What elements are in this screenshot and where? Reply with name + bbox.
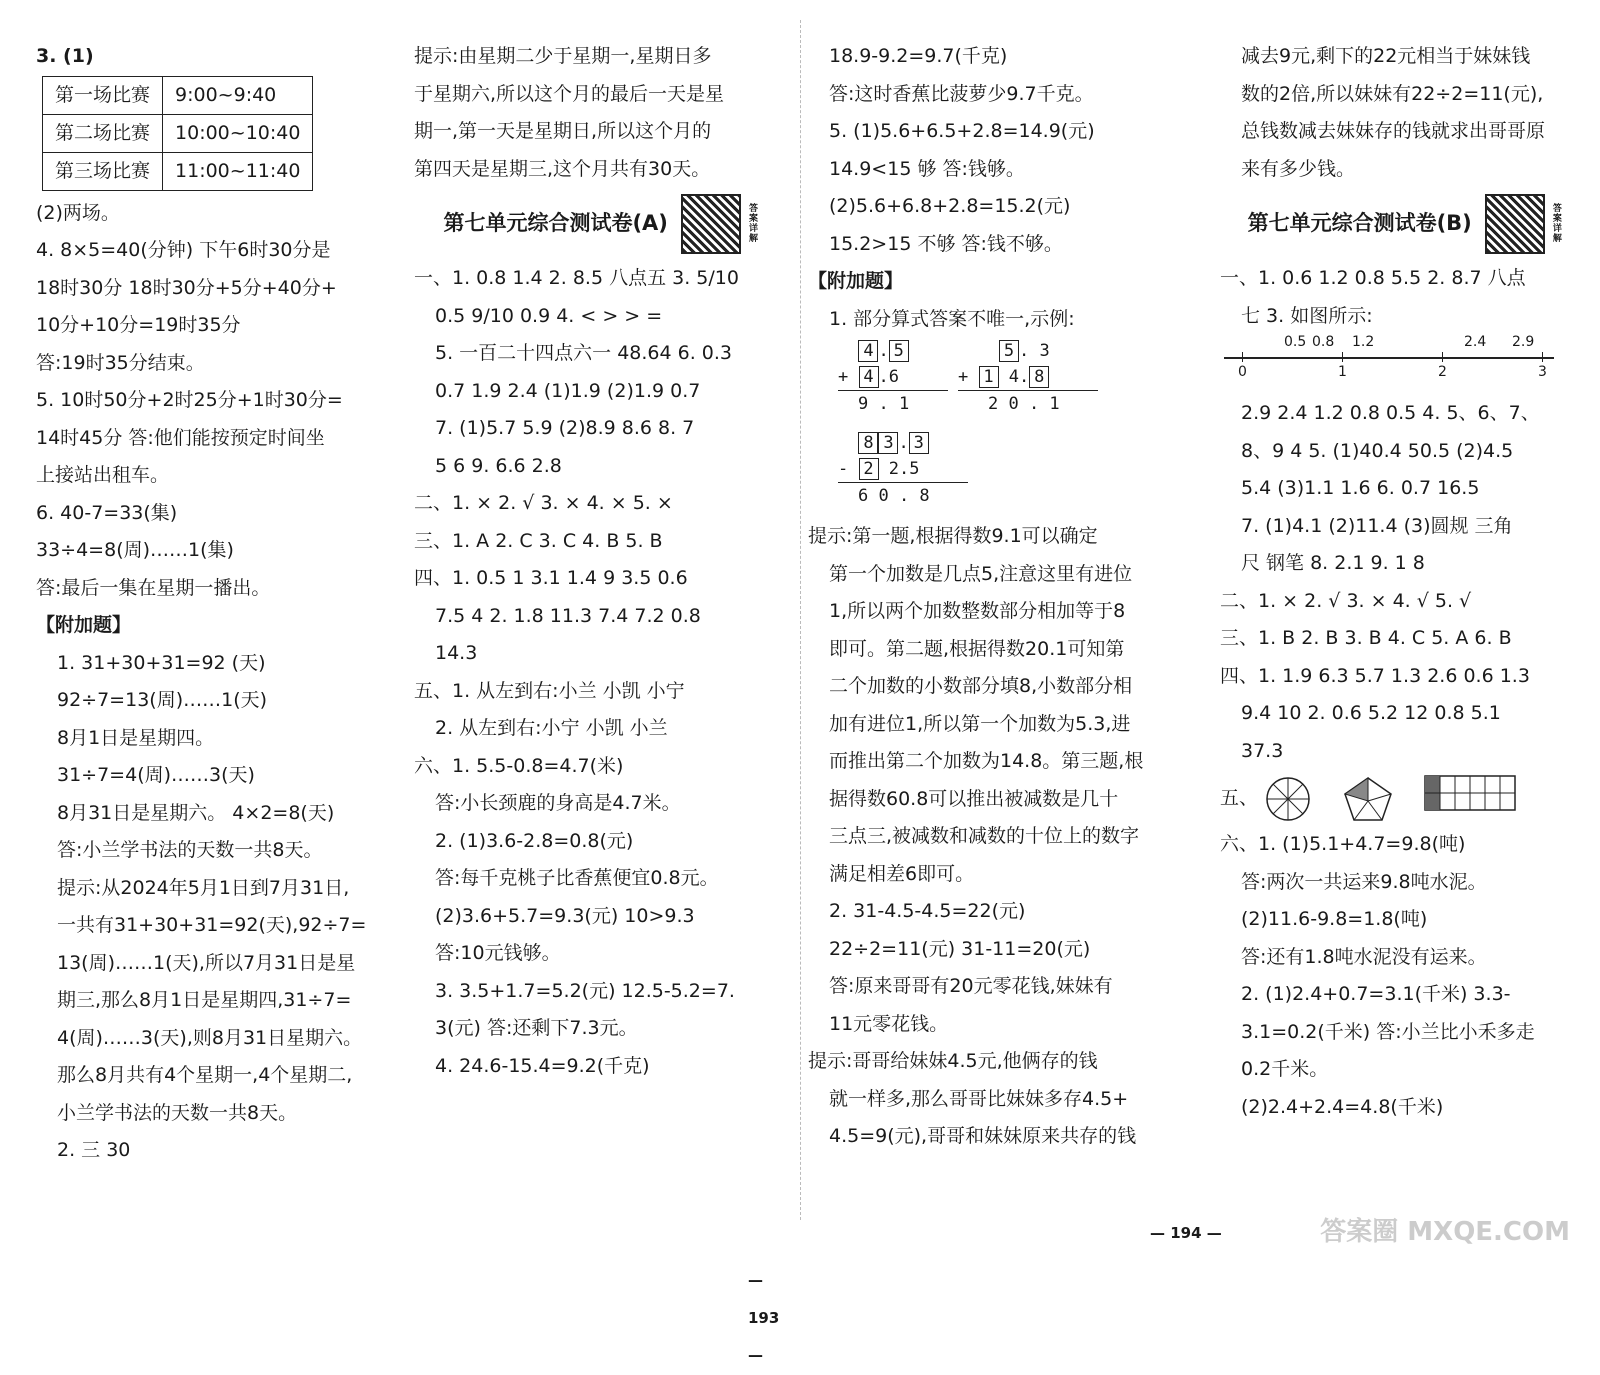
text-line: 15.2>15 不够 答:钱不够。	[829, 232, 1063, 255]
addition-1	[838, 338, 948, 417]
text-line: 答:10元钱够。	[435, 942, 561, 964]
decimal-point: .	[878, 341, 889, 361]
decimal-point: .	[1018, 341, 1030, 361]
number-line-axis	[1224, 357, 1554, 359]
text-line: 据得数60.8可以推出被减数是几十	[829, 787, 1119, 810]
digit-box: 8	[1029, 366, 1049, 388]
page-divider	[800, 20, 801, 1220]
text-line: (2)3.6+5.7=9.3(元) 10>9.3	[435, 904, 695, 927]
text-line: 于星期六,所以这个月的最后一天是星	[414, 82, 725, 105]
section-title-text: 第七单元综合测试卷(A)	[443, 211, 668, 235]
text-line: 第一个加数是几点5,注意这里有进位	[829, 562, 1133, 585]
text-line: 答:每千克桃子比香蕉便宜0.8元。	[435, 867, 719, 889]
number-line-label: 0.8	[1312, 334, 1335, 350]
text-line: 答:19时35分结束。	[36, 351, 205, 374]
text-line: 14时45分 答:他们能按预定时间坐	[36, 426, 325, 449]
digit-box: 4	[858, 340, 878, 362]
digit: 5	[909, 459, 920, 479]
text-line: 七 3. 如图所示:	[1241, 304, 1373, 327]
text-line: 2. (1)2.4+0.7=3.1(千米) 3.3-	[1241, 983, 1511, 1005]
text-line: 二个加数的小数部分填8,小数部分相	[829, 675, 1133, 697]
text-line: 2. 从左到右:小宁 小凯 小兰	[435, 717, 668, 739]
text-line: 减去9元,剩下的22元相当于妹妹钱	[1241, 45, 1531, 67]
result: 2 0 . 1	[958, 390, 1098, 417]
digit-box: 3	[909, 432, 929, 454]
operator: +	[958, 367, 969, 387]
text-line: 2. 31-4.5-4.5=22(元)	[829, 900, 1026, 922]
text-line: 提示:第一题,根据得数9.1可以确定	[808, 525, 1098, 547]
text-line: 1,所以两个加数整数部分相加等于8	[829, 600, 1126, 622]
subtraction	[838, 430, 968, 509]
text-line: 8月1日是星期四。	[57, 726, 215, 749]
decimal-point: .	[1019, 367, 1030, 387]
page-number: 193	[748, 1308, 780, 1327]
text-line: 答:原来哥哥有20元零花钱,妹妹有	[829, 975, 1113, 997]
text-line: 答:小兰学书法的天数一共8天。	[57, 839, 323, 861]
text-line: 5. (1)5.6+6.5+2.8=14.9(元)	[829, 120, 1095, 142]
text-line: 4. 24.6-15.4=9.2(千克)	[435, 1054, 650, 1077]
text-line: 7. (1)5.7 5.9 (2)8.9 8.6 8. 7	[435, 417, 695, 439]
table-row	[43, 114, 313, 152]
operator: +	[838, 367, 849, 387]
text-line: 二、1. × 2. √ 3. × 4. √ 5. √	[1220, 589, 1472, 612]
text-line: 5. 一百二十四点六一 48.64 6. 0.3	[435, 342, 733, 364]
text-line: 期一,第一天是星期日,所以这个月的	[414, 120, 712, 142]
digit-box: 5	[999, 340, 1019, 362]
text-line: (2)5.6+6.8+2.8=15.2(元)	[829, 195, 1071, 217]
text-line: 18.9-9.2=9.7(千克)	[829, 45, 1008, 67]
text-line: 22÷2=11(元) 31-11=20(元)	[829, 937, 1091, 960]
qr-label: 答案详解	[749, 204, 759, 244]
text-line: 14.9<15 够 答:钱够。	[829, 157, 1025, 180]
text-line: (2)2.4+2.4=4.8(千米)	[1241, 1095, 1444, 1118]
text-line: 来有多少钱。	[1241, 157, 1356, 180]
text-line: 总钱数减去妹妹存的钱就求出哥哥原	[1241, 120, 1546, 142]
table-row	[43, 152, 313, 190]
table-cell: 第二场比赛	[43, 114, 163, 152]
fraction-shapes	[1264, 775, 1516, 823]
qr-code-icon[interactable]	[681, 194, 741, 254]
digit-box: 5	[889, 340, 909, 362]
decimal-point: .	[898, 433, 909, 453]
text-line: 2.9 2.4 1.2 0.8 0.5 4. 5、6、7、	[1241, 402, 1540, 424]
digit: 3	[1039, 341, 1050, 361]
table-cell: 第三场比赛	[43, 152, 163, 190]
schedule-table	[42, 76, 313, 191]
text-line: 六、1. (1)5.1+4.7=9.8(吨)	[1220, 833, 1466, 855]
text-line: 一、1. 0.8 1.4 2. 8.5 八点五 3. 5/10	[414, 267, 739, 289]
operator: -	[838, 459, 849, 479]
text-line: 7.5 4 2. 1.8 11.3 7.4 7.2 0.8	[435, 604, 701, 627]
qr-label: 答案详解	[1552, 204, 1562, 244]
text-line: 4.5=9(元),哥哥和妹妹原来共存的钱	[829, 1125, 1137, 1147]
text-line: 0.2千米。	[1241, 1058, 1329, 1080]
text-line: 答:最后一集在星期一播出。	[36, 576, 271, 599]
digit: 4	[1008, 367, 1019, 387]
text-line: 92÷7=13(周)……1(天)	[57, 689, 268, 711]
text-line: 6. 40-7=33(集)	[36, 501, 178, 524]
number-line-tick	[1242, 352, 1243, 362]
text-line: 3.1=0.2(千米) 答:小兰比小禾多走	[1241, 1020, 1535, 1043]
section-title-a	[414, 194, 788, 254]
text-line: 小兰学书法的天数一共8天。	[57, 1101, 298, 1124]
table-row	[43, 76, 313, 114]
text-line: 2. 三 30	[57, 1139, 131, 1161]
watermark-logo: 答案圈 MXQE.COM	[1320, 1217, 1570, 1247]
table-cell: 9:00~9:40	[163, 76, 313, 114]
section-label: 五、	[1220, 787, 1259, 809]
text-line: (2)两场。	[36, 201, 120, 224]
qr-code-icon[interactable]	[1485, 194, 1545, 254]
text-line: 第四天是星期三,这个月共有30天。	[414, 157, 711, 180]
decimal-point: .	[878, 367, 889, 387]
table-cell: 第一场比赛	[43, 76, 163, 114]
addition-2	[958, 338, 1098, 417]
decimal-point: .	[899, 459, 910, 479]
grid-fraction-icon	[1424, 775, 1516, 811]
text-line: 37.3	[1241, 739, 1284, 762]
text-line: 四、1. 1.9 6.3 5.7 1.3 2.6 0.6 1.3	[1220, 664, 1530, 687]
q3-prefix: 3. (1)	[36, 45, 94, 67]
q3-row	[36, 38, 392, 76]
text-line: 3. 3.5+1.7=5.2(元) 12.5-5.2=7.	[435, 979, 735, 1002]
text-line: 4(周)……3(天),则8月31日星期六。	[57, 1026, 363, 1049]
text-line: 就一样多,那么哥哥比妹妹多存4.5+	[829, 1087, 1129, 1110]
column-3	[808, 38, 1186, 1156]
pentagon-fraction-icon	[1342, 775, 1394, 823]
text-line: 一共有31+30+31=92(天),92÷7=	[57, 914, 367, 936]
text-line: 满足相差6即可。	[829, 862, 975, 885]
text-line: 3(元) 答:还剩下7.3元。	[435, 1017, 638, 1039]
digit-box: 8	[858, 432, 878, 454]
text-line: 4. 8×5=40(分钟) 下午6时30分是	[36, 239, 331, 261]
digit-box: 4	[859, 366, 879, 388]
number-line-label: 0.5	[1284, 334, 1307, 350]
number-line-tick	[1442, 352, 1443, 362]
text-line: 0.7 1.9 2.4 (1)1.9 (2)1.9 0.7	[435, 379, 701, 402]
text-line: 9.4 10 2. 0.6 5.2 12 0.8 5.1	[1241, 702, 1501, 724]
column-1	[36, 38, 392, 1170]
text-line: 提示:从2024年5月1日到7月31日,	[57, 876, 350, 899]
number-line-label: 2.4	[1464, 334, 1487, 350]
text-line: 1. 部分算式答案不唯一,示例:	[829, 307, 1075, 330]
result: 9 . 1	[838, 390, 948, 417]
page-number: 194	[1170, 1224, 1202, 1242]
text-line: 答:两次一共运来9.8吨水泥。	[1241, 870, 1487, 893]
number-line-label: 3	[1538, 364, 1547, 380]
text-line: 上接站出租车。	[36, 464, 170, 486]
text-line: 18时30分 18时30分+5分+40分+	[36, 276, 337, 299]
text-line: 三、1. B 2. B 3. B 4. C 5. A 6. B	[1220, 627, 1512, 649]
text-line: 7. (1)4.1 (2)11.4 (3)圆规 三角	[1241, 514, 1513, 537]
text-line: 一、1. 0.6 1.2 0.8 5.5 2. 8.7 八点	[1220, 267, 1526, 289]
text-line: 尺 钢笔 8. 2.1 9. 1 8	[1241, 552, 1425, 574]
column-4	[1220, 38, 1590, 1126]
text-line: 答:这时香蕉比菠萝少9.7千克。	[829, 82, 1094, 105]
text-line: 8、9 4 5. (1)40.4 50.5 (2)4.5	[1241, 439, 1514, 462]
column-2	[414, 38, 788, 1364]
text-line: (2)11.6-9.8=1.8(吨)	[1241, 908, 1428, 930]
text-line: 三、1. A 2. C 3. C 4. B 5. B	[414, 529, 663, 552]
number-line-label: 0	[1238, 364, 1247, 380]
text-line: 2. (1)3.6-2.8=0.8(元)	[435, 829, 634, 852]
digit: 2	[888, 459, 899, 479]
bonus-heading: 【附加题】	[808, 270, 904, 292]
text-line: 10分+10分=19时35分	[36, 314, 241, 336]
text-line: 数的2倍,所以妹妹有22÷2=11(元),	[1241, 82, 1544, 105]
digit: 6	[888, 367, 899, 387]
number-line	[1224, 335, 1554, 395]
fraction-shapes-row	[1220, 770, 1590, 826]
number-line-tick	[1342, 352, 1343, 362]
number-line-label: 1.2	[1352, 334, 1375, 350]
number-line-label: 2	[1438, 364, 1447, 380]
section-title-b	[1220, 194, 1590, 254]
text-line: 加有进位1,所以第一个加数为5.3,进	[829, 712, 1131, 735]
text-line: 33÷4=8(周)……1(集)	[36, 539, 234, 561]
text-line: 11元零花钱。	[829, 1012, 949, 1035]
table-cell: 10:00~10:40	[163, 114, 313, 152]
number-line-tick	[1542, 352, 1543, 362]
table-cell: 11:00~11:40	[163, 152, 313, 190]
text-line: 13(周)……1(天),所以7月31日是星	[57, 951, 356, 974]
number-line-label: 1	[1338, 364, 1347, 380]
text-line: 5 6 9. 6.6 2.8	[435, 454, 562, 477]
result: 6 0 . 8	[838, 482, 968, 509]
text-line: 14.3	[435, 642, 478, 664]
text-line: 二、1. × 2. √ 3. × 4. × 5. ×	[414, 492, 673, 514]
text-line: 即可。第二题,根据得数20.1可知第	[829, 637, 1125, 660]
text-line: 答:小长颈鹿的身高是4.7米。	[435, 792, 681, 814]
bonus-heading: 【附加题】	[36, 614, 132, 636]
digit-box: 3	[878, 432, 898, 454]
number-line-label: 2.9	[1512, 334, 1535, 350]
text-line: 期三,那么8月1日是星期四,31÷7=	[57, 989, 352, 1011]
page-number-194: — 194 —	[1150, 1224, 1222, 1242]
text-line: 0.5 9/10 0.9 4. < > > =	[435, 304, 663, 327]
text-line: 答:还有1.8吨水泥没有运来。	[1241, 945, 1487, 968]
text-line: 而推出第二个加数为14.8。第三题,根	[829, 750, 1144, 772]
page-number-193: — 193 —	[748, 1271, 780, 1364]
text-line: 提示:由星期二少于星期一,星期日多	[414, 45, 712, 67]
text-line: 5. 10时50分+2时25分+1时30分=	[36, 389, 343, 411]
text-line: 四、1. 0.5 1 3.1 1.4 9 3.5 0.6	[414, 567, 688, 589]
text-line: 三点三,被减数和减数的十位上的数字	[829, 825, 1140, 847]
section-title-text: 第七单元综合测试卷(B)	[1247, 211, 1472, 235]
text-line: 31÷7=4(周)……3(天)	[57, 764, 255, 786]
text-line: 五、1. 从左到右:小兰 小凯 小宁	[414, 679, 685, 702]
digit-box: 1	[979, 366, 999, 388]
arithmetic-examples	[808, 338, 1186, 518]
text-line: 六、1. 5.5-0.8=4.7(米)	[414, 754, 624, 777]
circle-fraction-icon	[1264, 775, 1312, 823]
text-line: 5.4 (3)1.1 1.6 6. 0.7 16.5	[1241, 477, 1480, 499]
text-line: 1. 31+30+31=92 (天)	[57, 651, 266, 674]
text-line: 提示:哥哥给妹妹4.5元,他俩存的钱	[808, 1050, 1098, 1072]
digit-box: 2	[859, 458, 879, 480]
text-line: 那么8月共有4个星期一,4个星期二,	[57, 1064, 353, 1086]
text-line: 8月31日是星期六。 4×2=8(天)	[57, 801, 335, 824]
